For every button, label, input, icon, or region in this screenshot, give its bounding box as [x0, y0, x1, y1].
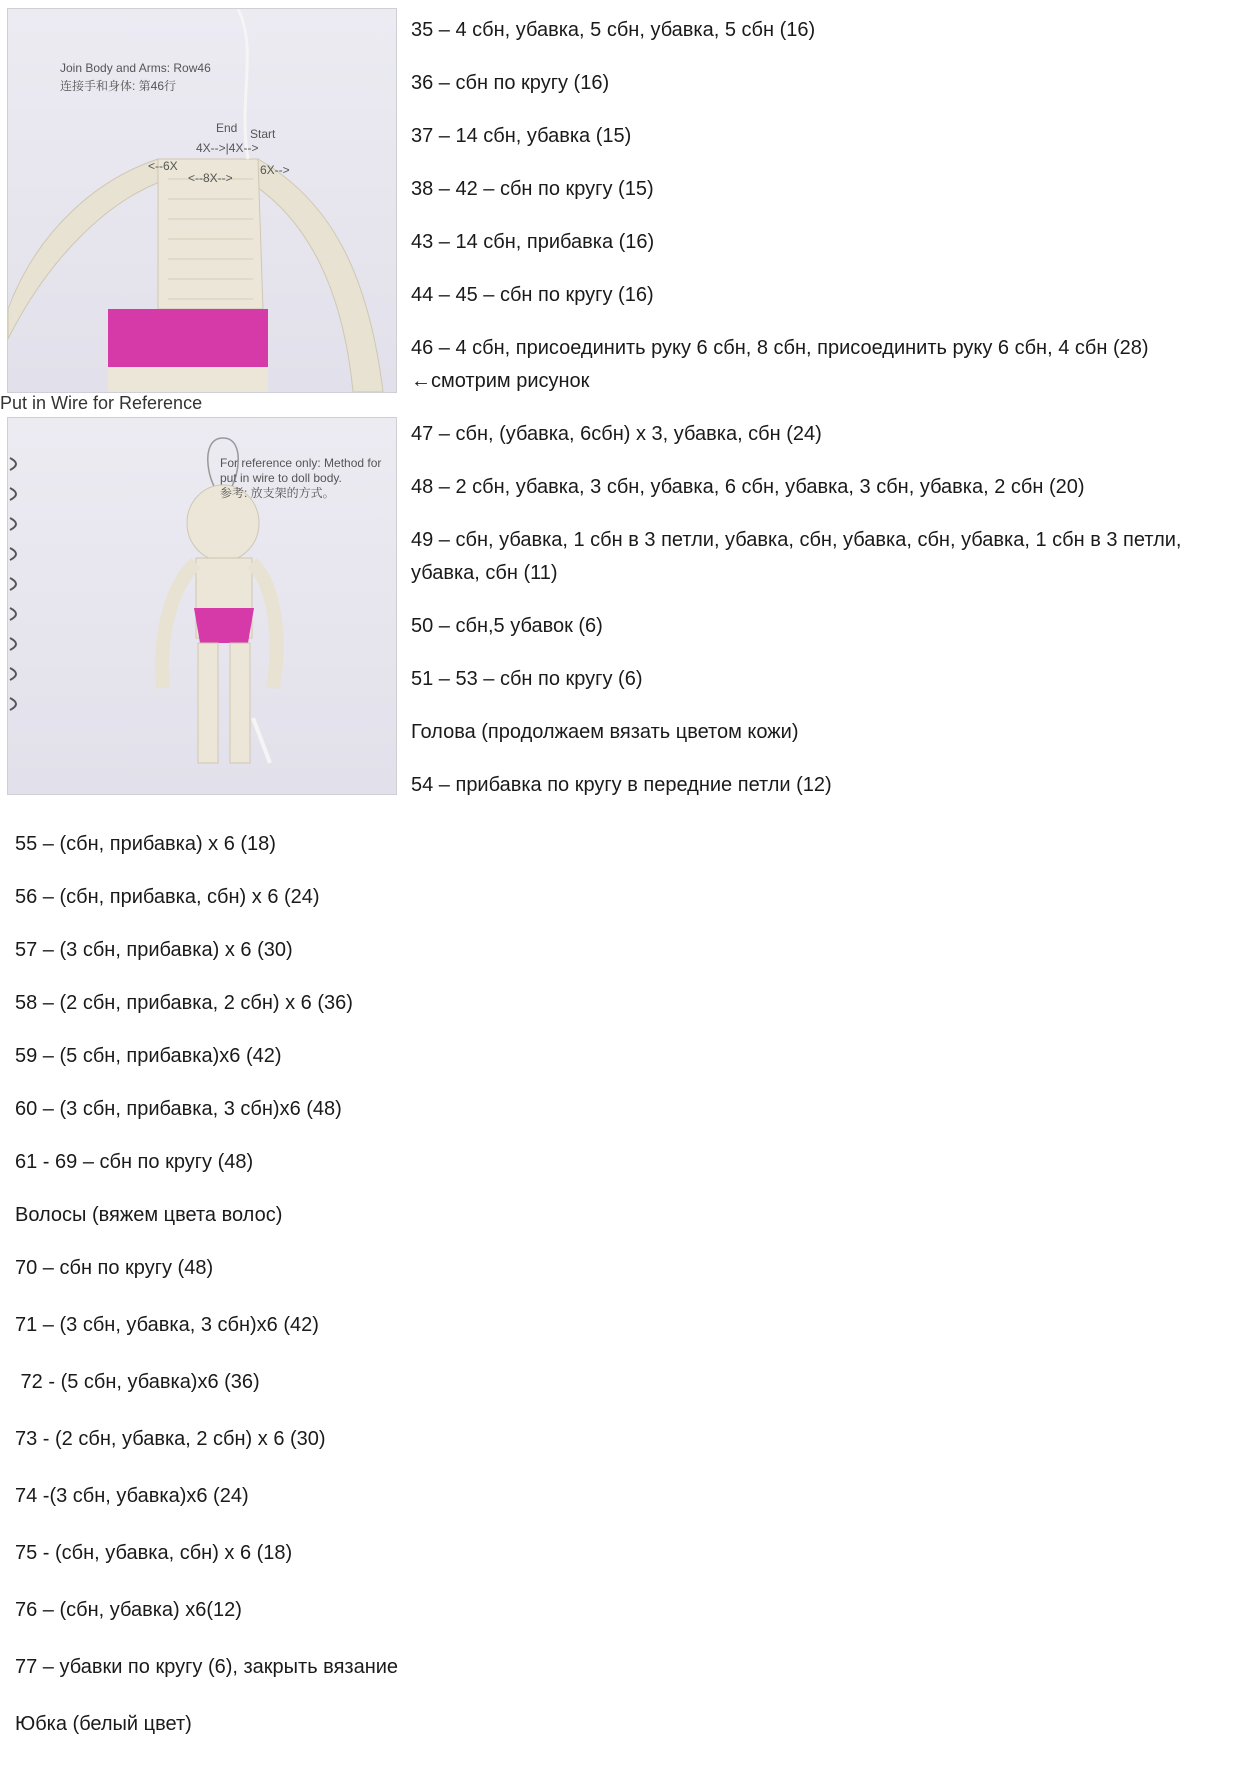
pattern-row: 50 – сбн,5 убавок (6)	[411, 615, 603, 637]
marker-8x: <--8X-->	[188, 171, 233, 185]
photo-join-body-arms	[7, 8, 397, 393]
pattern-row: 58 – (2 сбн, прибавка, 2 сбн) х 6 (36)	[15, 992, 353, 1014]
pattern-row: 54 – прибавка по кругу в передние петли (12)	[411, 774, 832, 796]
pattern-row: 60 – (3 сбн, прибавка, 3 сбн)х6 (48)	[15, 1098, 342, 1120]
pattern-row: 56 – (сбн, прибавка, сбн) х 6 (24)	[15, 886, 320, 908]
pattern-row: 61 - 69 – сбн по кругу (48)	[15, 1151, 254, 1173]
pattern-row: 75 - (сбн, убавка, сбн) х 6 (18)	[15, 1542, 293, 1564]
photo-wire-reference	[7, 417, 397, 795]
pattern-row: 74 -(3 сбн, убавка)х6 (24)	[15, 1485, 249, 1507]
photo-caption: Put in Wire for Reference	[0, 393, 203, 413]
pattern-row: 37 – 14 сбн, убавка (15)	[411, 125, 632, 147]
pattern-row: 49 – сбн, убавка, 1 сбн в 3 петли, убавка, сбн, убавка, сбн, убавка, 1 сбн в 3 петли, убавка, сбн (11)	[411, 529, 1182, 584]
pattern-row: 71 – (3 сбн, убавка, 3 сбн)х6 (42)	[15, 1314, 319, 1336]
pattern-row: 43 – 14 сбн, прибавка (16)	[411, 231, 655, 253]
pattern-row: 44 – 45 – сбн по кругу (16)	[411, 284, 654, 306]
section-heading-head: Голова (продолжаем вязать цветом кожи)	[411, 721, 799, 743]
pattern-row: 47 – сбн, (убавка, 6сбн) х 3, убавка, сбн (24)	[411, 423, 822, 445]
pattern-row: 46 – 4 сбн, присоединить руку 6 сбн, 8 сбн, присоединить руку 6 сбн, 4 сбн (28) ←смотрим рисунок	[411, 337, 1149, 392]
pattern-row: 36 – сбн по кругу (16)	[411, 72, 610, 94]
pattern-row: 51 – 53 – сбн по кругу (6)	[411, 668, 643, 690]
overlay-caption-en: Join Body and Arms: Row46	[60, 61, 211, 75]
marker-4x: 4X-->|4X-->	[196, 141, 259, 155]
pattern-row: 70 – сбн по кругу (48)	[15, 1257, 214, 1279]
overlay-wire-note: For reference only: Method for put in wire to doll body. 参考: 放支架的方式。	[220, 456, 382, 500]
pattern-row: 48 – 2 сбн, убавка, 3 сбн, убавка, 6 сбн, убавка, 3 сбн, убавка, 2 сбн (20)	[411, 476, 1085, 498]
pattern-row: 73 - (2 сбн, убавка, 2 сбн) х 6 (30)	[15, 1428, 326, 1450]
pattern-row: 35 – 4 сбн, убавка, 5 сбн, убавка, 5 сбн (16)	[411, 19, 816, 41]
marker-6x-right: 6X-->	[260, 163, 290, 177]
pattern-row: 77 – убавки по кругу (6), закрыть вязание	[15, 1656, 399, 1678]
marker-start: Start	[250, 127, 276, 141]
pattern-row: 38 – 42 – сбн по кругу (15)	[411, 178, 654, 200]
marker-end: End	[216, 121, 238, 135]
pattern-row: 59 – (5 сбн, прибавка)х6 (42)	[15, 1045, 282, 1067]
section-heading-hair: Волосы (вяжем цвета волос)	[15, 1204, 283, 1226]
marker-6x-left: <--6X	[148, 159, 178, 173]
pattern-row: 76 – (сбн, убавка) х6(12)	[15, 1599, 242, 1621]
pattern-rows-left	[15, 828, 815, 1765]
pattern-row: 72 - (5 сбн, убавка)х6 (36)	[15, 1371, 260, 1393]
pattern-row: 55 – (сбн, прибавка) х 6 (18)	[15, 833, 276, 855]
overlay-caption-cn: 连接手和身体: 第46行	[60, 79, 177, 93]
pattern-rows-right	[411, 14, 1226, 822]
pattern-row: 57 – (3 сбн, прибавка) х 6 (30)	[15, 939, 293, 961]
section-heading-skirt: Юбка (белый цвет)	[15, 1713, 192, 1735]
